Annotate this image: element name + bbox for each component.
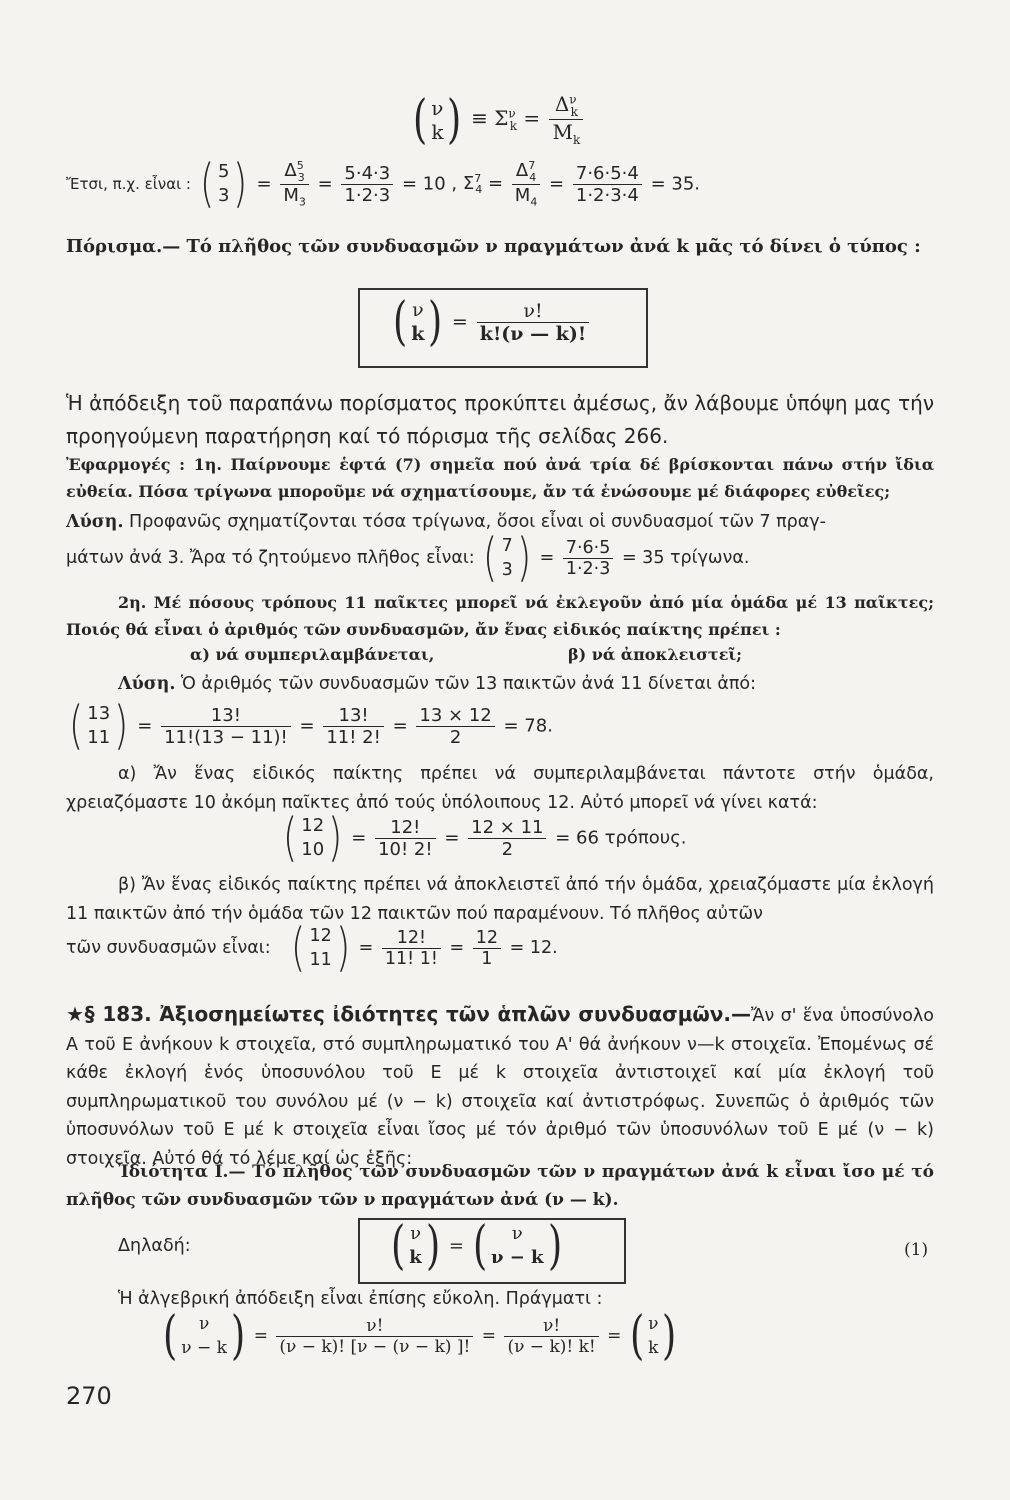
- algebraic-proof-intro: Ἡ ἀλγεβρική ἀπόδειξη εἶναι ἐπίσης εὔκολη. Πράγματι :: [118, 1289, 603, 1309]
- section-183-heading: ★§ 183. Ἀξιοσημείωτες ἰδιότητες τῶν ἁπλῶν συνδυασμῶν.—: [66, 1002, 752, 1026]
- property-formula-box: ( ν k ) = ( ν ν − k ): [358, 1218, 626, 1284]
- equation-12-choose-11: τῶν συνδυασμῶν εἶναι: ( 12 11 ) = $\frac{12!}{11! 1!}$ = $\frac{12}{1}$ = 12.: [66, 918, 558, 978]
- binomial: ( ν k ): [413, 89, 462, 150]
- equation-13-choose-11: ( 13 11 ) = $\frac{13!}{11!(13 - 11)!}$ = $\frac{13!}{11! 2!}$ = $\frac{13 \times 12}{2}$ = 78.: [69, 696, 553, 756]
- algebraic-proof-equation: ( ν ν − k ) = $\frac{\nu!}{(\nu - k)! [\nu - (\nu - k) ]!}$ = $\frac{\nu!}{(\nu - k)! k!}$ = ( ν k ): [163, 1306, 677, 1366]
- example-line: Ἔτσι, π.χ. εἶναι : ( 5 3 ) = $\frac{\Delta^5_3}{M_3}$ = $\frac{5\cdot 4\cdot 3}{1\cdot 2\cdot 3}$ = 10 , $\Sigma^7_4$ = $\frac{\Delta^7_4}{M_4}$ = $\frac{7\cdot 6\cdot 5\cdot 4}{1\cdot 2\cdot 3\cdot 4}$ = 35.: [66, 154, 701, 214]
- porisma-formula-box: ( ν k ) = $\frac{\nu!}{k!(\nu — k)!}$: [358, 288, 648, 368]
- part-a-paragraph: α) Ἄν ἕνας εἰδικός παίκτης πρέπει νά συμπεριλαμβάνεται πάντοτε στήν ὁμάδα, χρειαζόμαστε 10 ἀκόμη παῖκτες ἀπό τούς ὑπόλοιπους 12. Αὐτό μπορεῖ νά γίνει κατά:: [66, 764, 934, 813]
- property-1: Ἰδιότητα Ι.— Τό πλῆθος τῶν συνδυασμῶν τῶν ν πραγμάτων ἀνά k εἶναι ἴσο μέ τό πλῆθος τῶν συνδυασμῶν τῶν ν πραγμάτων ἀνά (ν — k).: [66, 1162, 934, 1210]
- page-number: 270: [66, 1382, 112, 1410]
- formula-top: ( ν k ) ≡ $\Sigma^\nu_k$ = $\frac{\Delta^\nu_k}{M_k}$: [410, 92, 586, 147]
- option-a: α) νά συμπεριλαμβάνεται,: [190, 645, 435, 664]
- equation-12-choose-10: ( 12 10 ) = $\frac{12!}{10! 2!}$ = $\frac{12 \times 11}{2}$ = 66 τρόπους.: [283, 808, 687, 868]
- application-1-statement: Ἐφαρμογές : 1η. Παίρνουμε ἑφτά (7) σημεῖα πού ἀνά τρία δέ βρίσκονται πάνω στήν ἴδια εὐθεία. Πόσα τρίγωνα μποροῦμε νά σχηματίσουμε, ἄν τά ἑνώσουμε μέ διάφορες εὐθεῖες;: [66, 455, 935, 501]
- application-2-statement: 2η. Μέ πόσους τρόπους 11 παῖκτες μπορεῖ νά ἐκλεγοῦν ἀπό μία ὁμάδα μέ 13 παῖκτες; Ποιός θά εἶναι ὁ ἀριθμός τῶν συνδυασμῶν, ἄν ἕνας εἰδικός παίκτης πρέπει :: [66, 593, 934, 639]
- namely-label: Δηλαδή:: [118, 1236, 191, 1256]
- application-1-solution: Λύση. Προφανῶς σχηματίζονται τόσα τρίγωνα, ὅσοι εἶναι οἱ συνδυασμοί τῶν 7 πραγ-: [66, 512, 826, 532]
- proof-paragraph: Ἡ ἀπόδειξη τοῦ παραπάνω πορίσματος προκύπτει ἀμέσως, ἄν λάβουμε ὑπόψη μας τήν προηγούμενη παρατήρηση καί τό πόρισμα τῆς σελίδας 266.: [66, 391, 934, 448]
- section-183-paragraph: ★§ 183. Ἀξιοσημείωτες ἰδιότητες τῶν ἁπλῶν συνδυασμῶν.—Ἄν σ' ἕνα ὑποσύνολο A τοῦ E ἀνήκουν k στοιχεῖα, στό συμπληρωματικό του A' θά ἀνήκουν ν—k στοιχεῖα. Ἐπομένως σέ κάθε ἐκλογή ἑνός ὑποσυνόλου τοῦ E μέ k στοιχεῖα ἀντιστοιχεῖ καί μία ἐκλογή τοῦ συμπληρωματικοῦ του συνόλου μέ (ν − k) στοιχεῖα καί ἀντιστρόφως. Συνεπῶς ὁ ἀριθμός τῶν ὑποσυνόλων τοῦ E μέ k στοιχεῖα εἶναι ἴσος μέ τόν ἀριθμό τῶν ὑποσυνόλων τοῦ E μέ (ν − k) στοιχεῖα. Αὐτό θά τό λέμε καί ὡς ἑξῆς:: [66, 1002, 934, 1169]
- option-b: β) νά ἀποκλειστεῖ;: [568, 645, 743, 664]
- part-b-paragraph: β) Ἄν ἕνας εἰδικός παίκτης πρέπει νά ἀποκλειστεῖ ἀπό τήν ὁμάδα, χρειαζόμαστε μία ἐκλογή 11 παικτῶν ἀπό τήν ὁμάδα τῶν 12 παικτῶν πού παραμένουν. Τό πλῆθος αὐτῶν: [66, 875, 934, 924]
- application-1-result: μάτων ἀνά 3. Ἄρα τό ζητούμενο πλῆθος εἶναι: ( 7 3 ) = $\frac{7\cdot 6\cdot 5}{1\cdot 2\cdot 3}$ = 35 τρίγωνα.: [66, 528, 750, 588]
- application-2-solution: Λύση. Ὁ ἀριθμός τῶν συνδυασμῶν τῶν 13 παικτῶν ἀνά 11 δίνεται ἀπό:: [118, 674, 757, 694]
- binomial: ( 5 3 ): [199, 154, 248, 214]
- porisma-heading: Πόρισμα.— Τό πλῆθος τῶν συνδυασμῶν ν πραγμάτων ἀνά k μᾶς τό δίνει ὁ τύπος :: [66, 236, 921, 257]
- equation-label-1: (1): [904, 1240, 929, 1260]
